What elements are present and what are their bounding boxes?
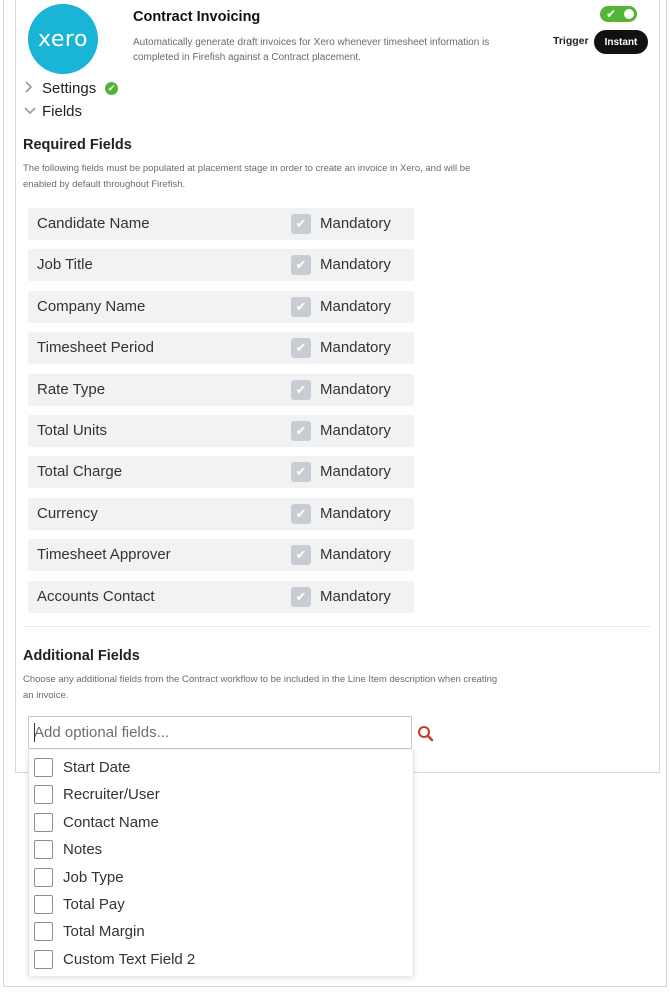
optional-field-option[interactable] <box>29 918 413 945</box>
option-checkbox[interactable] <box>34 895 53 914</box>
chevron-right-icon <box>24 81 36 96</box>
mandatory-label: Mandatory <box>320 546 391 563</box>
required-field-row <box>28 581 414 613</box>
text-cursor <box>34 723 35 742</box>
option-label: Total Margin <box>63 923 145 940</box>
required-field-row <box>28 374 414 406</box>
required-fields-heading: Required Fields <box>23 137 132 153</box>
mandatory-label: Mandatory <box>320 588 391 605</box>
mandatory-label: Mandatory <box>320 422 391 439</box>
required-field-name: Timesheet Period <box>37 339 154 356</box>
search-icon[interactable] <box>417 725 434 742</box>
required-field-row <box>28 249 414 281</box>
mandatory-checkbox: ✔ <box>291 504 311 524</box>
logo-text: xero <box>38 26 88 52</box>
required-field-name: Total Units <box>37 422 108 439</box>
required-field-row <box>28 456 414 488</box>
optional-field-option[interactable] <box>29 946 413 973</box>
option-checkbox[interactable] <box>34 950 53 969</box>
check-circle-icon: ✔ <box>105 82 118 95</box>
option-checkbox[interactable] <box>34 758 53 777</box>
required-field-name: Total Charge <box>37 463 123 480</box>
optional-field-option[interactable] <box>29 809 413 836</box>
settings-section-toggle[interactable] <box>24 80 118 97</box>
required-field-name: Candidate Name <box>37 215 150 232</box>
optional-field-option[interactable] <box>29 754 413 781</box>
required-field-row <box>28 208 414 240</box>
mandatory-label: Mandatory <box>320 505 391 522</box>
option-label: Start Date <box>63 759 131 776</box>
option-label: Notes <box>63 841 103 858</box>
mandatory-label: Mandatory <box>320 381 391 398</box>
required-field-row <box>28 415 414 447</box>
required-field-row <box>28 332 414 364</box>
mandatory-checkbox: ✔ <box>291 587 311 607</box>
option-checkbox[interactable] <box>34 840 53 859</box>
option-checkbox[interactable] <box>34 813 53 832</box>
optional-fields-input[interactable] <box>34 717 374 748</box>
optional-field-option[interactable] <box>29 781 413 808</box>
required-field-row <box>28 291 414 323</box>
xero-logo <box>28 4 98 74</box>
check-icon: ✔ <box>606 7 617 21</box>
required-field-name: Company Name <box>37 298 146 315</box>
section-divider <box>23 626 651 627</box>
integration-description: Automatically generate draft invoices for Xero whenever timesheet information is completed in Firefish against a Contract placement. <box>133 37 490 63</box>
fields-label: Fields <box>42 103 83 120</box>
mandatory-checkbox: ✔ <box>291 421 311 441</box>
mandatory-label: Mandatory <box>320 298 391 315</box>
mandatory-label: Mandatory <box>320 215 391 232</box>
option-label: Total Pay <box>63 896 125 913</box>
option-checkbox[interactable] <box>34 922 53 941</box>
mandatory-label: Mandatory <box>320 463 391 480</box>
mandatory-checkbox: ✔ <box>291 545 311 565</box>
trigger-instant-button[interactable]: Instant <box>594 30 648 54</box>
option-label: Job Type <box>63 869 124 886</box>
integration-title: Contract Invoicing <box>133 9 261 25</box>
optional-field-option[interactable] <box>29 891 413 918</box>
mandatory-checkbox: ✔ <box>291 297 311 317</box>
mandatory-checkbox: ✔ <box>291 462 311 482</box>
mandatory-label: Mandatory <box>320 339 391 356</box>
mandatory-checkbox: ✔ <box>291 380 311 400</box>
mandatory-label: Mandatory <box>320 256 391 273</box>
option-label: Custom Text Field 2 <box>63 951 196 968</box>
additional-fields-heading: Additional Fields <box>23 648 140 664</box>
option-label: Recruiter/User <box>63 786 160 803</box>
settings-label: Settings <box>42 80 97 97</box>
required-field-name: Job Title <box>37 256 93 273</box>
optional-field-option[interactable] <box>29 864 413 891</box>
mandatory-checkbox: ✔ <box>291 255 311 275</box>
mandatory-checkbox: ✔ <box>291 338 311 358</box>
required-field-name: Accounts Contact <box>37 588 155 605</box>
fields-section-toggle[interactable] <box>24 103 82 120</box>
trigger-label: Trigger <box>553 35 589 47</box>
required-field-name: Timesheet Approver <box>37 546 171 563</box>
enable-toggle[interactable] <box>600 6 637 22</box>
required-field-row <box>28 539 414 571</box>
optional-field-option[interactable] <box>29 836 413 863</box>
option-checkbox[interactable] <box>34 868 53 887</box>
mandatory-checkbox: ✔ <box>291 214 311 234</box>
required-field-name: Currency <box>37 505 98 522</box>
required-field-row <box>28 498 414 530</box>
required-fields-description: The following fields must be populated at placement stage in order to create an invoice in Xero, and will be enabled by default throughout Firefish. <box>23 163 471 190</box>
chevron-down-icon <box>24 106 36 118</box>
option-label: Contact Name <box>63 814 159 831</box>
toggle-knob <box>624 9 634 19</box>
optional-fields-dropdown <box>28 750 414 976</box>
option-checkbox[interactable] <box>34 785 53 804</box>
optional-fields-search[interactable] <box>28 716 412 749</box>
additional-fields-description: Choose any additional fields from the Contract workflow to be included in the Line Item description when creating an invoice. <box>23 674 498 701</box>
required-field-name: Rate Type <box>37 381 106 398</box>
